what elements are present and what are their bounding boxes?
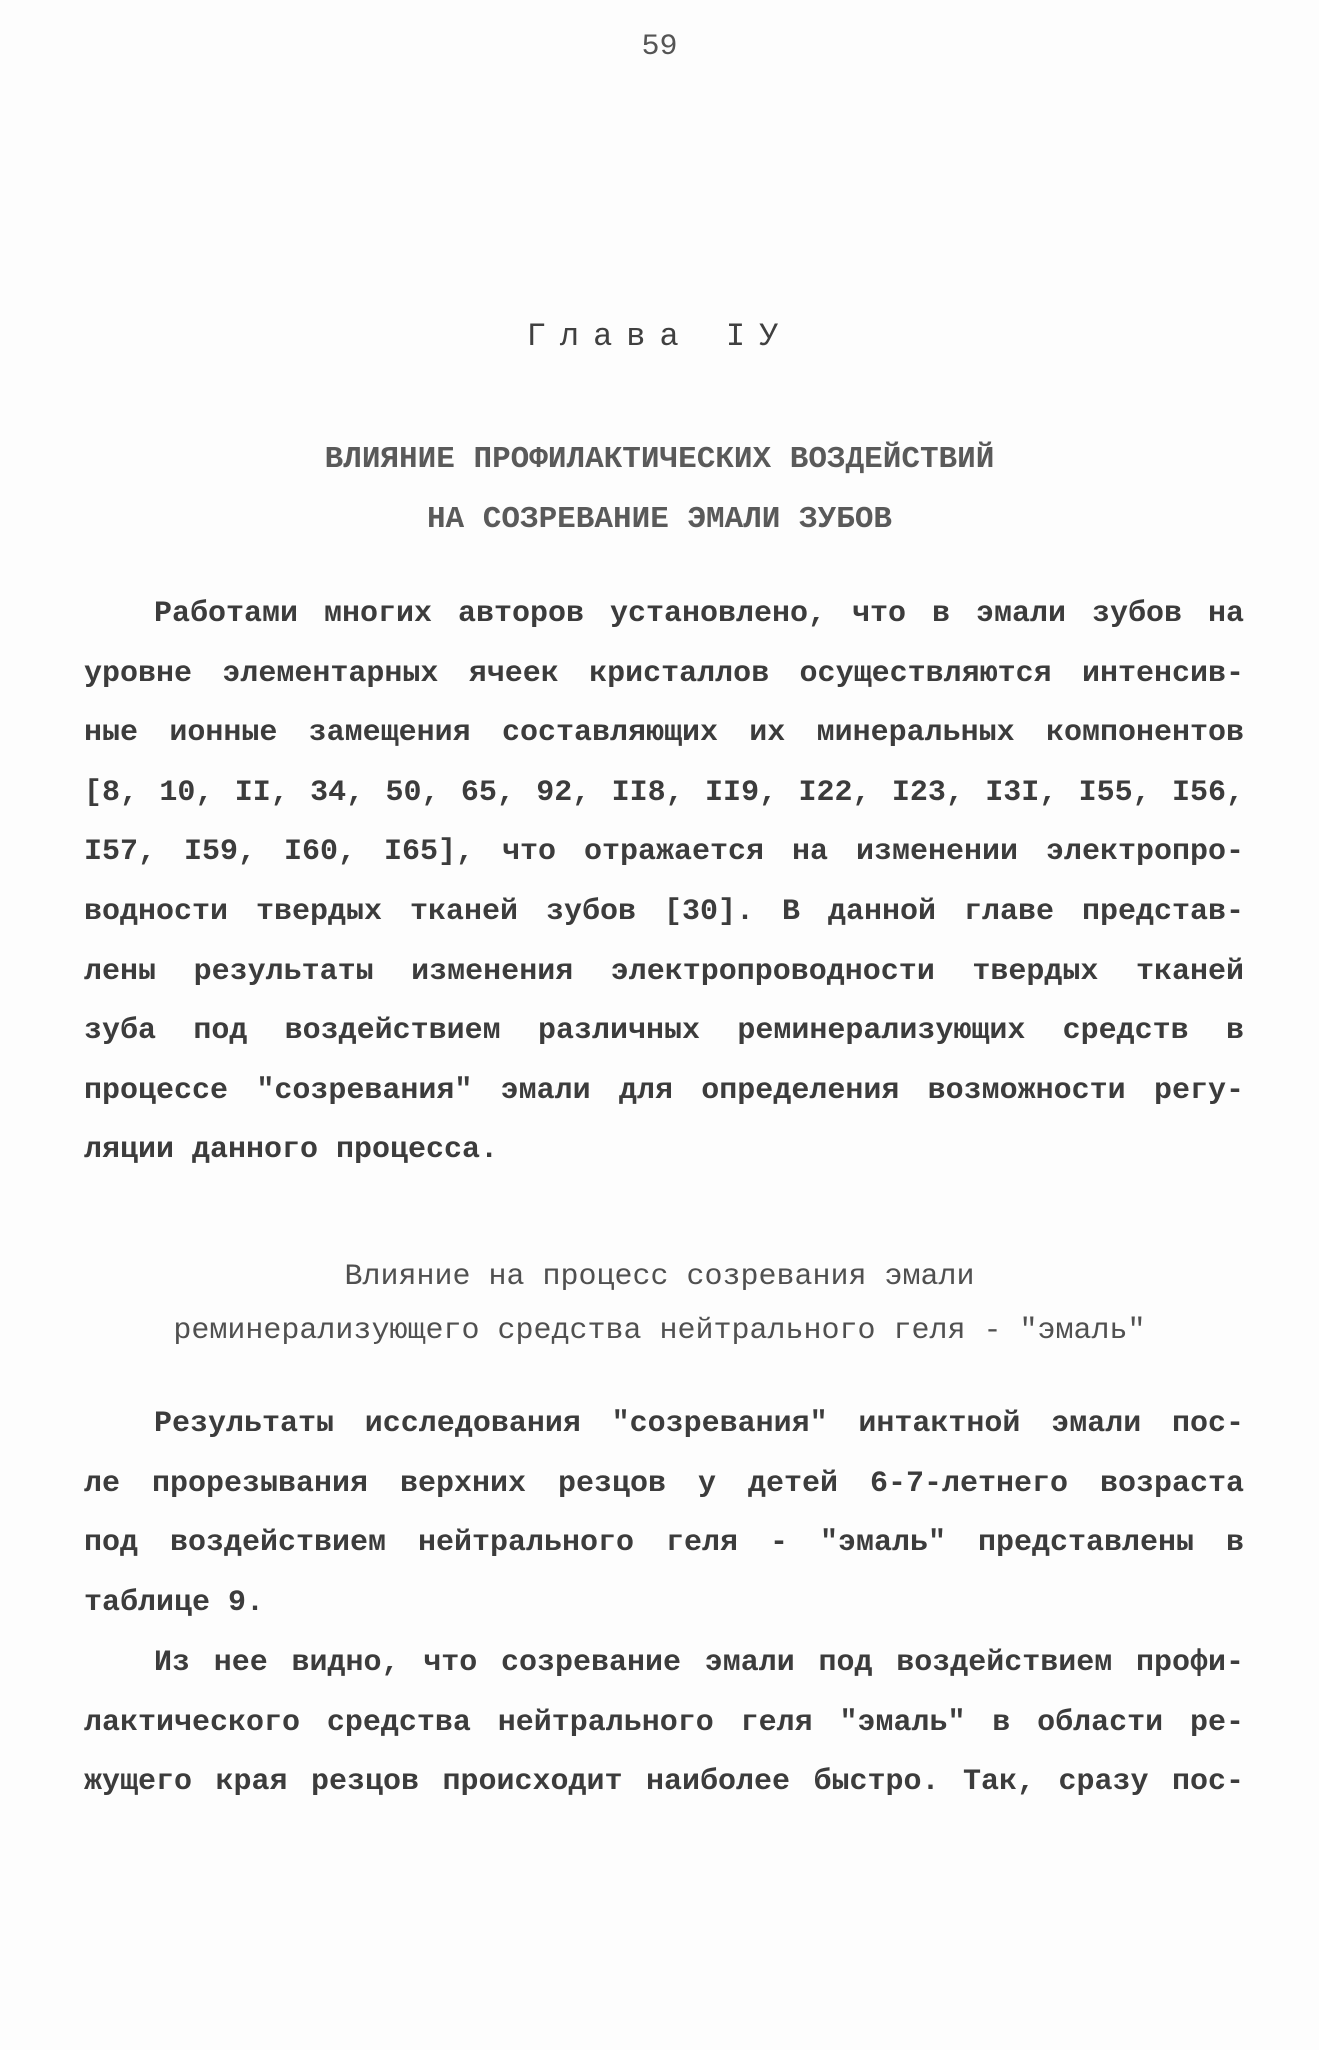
section-title-line: реминерализующего средства нейтрального геля - "эмаль" [173,1314,1146,1348]
paragraph-results [84,1395,1244,1633]
text-line: Результаты исследования "созревания" интактной эмали пос- [154,1407,1244,1441]
text-line: лены результаты изменения электропроводности твердых тканей [84,954,1244,989]
paragraph-analysis [84,1634,1244,1813]
text-line: I57, I59, I60, I65], что отражается на изменении электропро- [84,835,1244,870]
chapter-title-line: НА СОЗРЕВАНИЕ ЭМАЛИ ЗУБОВ [426,502,893,537]
text-line: под воздействием нейтрального геля - "эмаль" представлены в [84,1526,1244,1561]
chapter-title [0,430,1319,550]
text-line: водности твердых тканей зубов [30]. В данной главе представ- [84,894,1244,929]
section-title [0,1250,1319,1358]
text-line: ляции данного процесса. [84,1133,499,1168]
page-number: 59 [641,30,678,64]
text-line: лактического средства нейтрального геля "эмаль" в области ре- [84,1705,1244,1740]
text-line: процессе "созревания" эмали для определения возможности регу- [84,1073,1244,1108]
text-line: ные ионные замещения составляющих их минеральных компонентов [84,716,1244,751]
text-line: жущего края резцов происходит наиболее быстро. Так, сразу пос- [84,1765,1244,1800]
text-line: ле прорезывания верхних резцов у детей 6-7-летнего возраста [84,1466,1244,1501]
chapter-heading: Глава IУ [526,318,793,355]
paragraph-intro [84,585,1244,1181]
text-line: Работами многих авторов установлено, что в эмали зубов на [154,597,1244,631]
text-line: уровне элементарных ячеек кристаллов осуществляются интенсив- [84,656,1244,691]
section-title-line: Влияние на процесс созревания эмали [344,1260,975,1294]
text-line: зуба под воздействием различных реминерализующих средств в [84,1014,1244,1049]
text-line: таблице 9. [84,1585,265,1620]
text-line: [8, 10, II, 34, 50, 65, 92, II8, II9, I22, I23, I3I, I55, I56, [84,775,1244,810]
chapter-title-line: ВЛИЯНИЕ ПРОФИЛАКТИЧЕСКИХ ВОЗДЕЙСТВИЙ [324,442,995,477]
text-line: Из нее видно, что созревание эмали под воздействием профи- [154,1646,1244,1680]
